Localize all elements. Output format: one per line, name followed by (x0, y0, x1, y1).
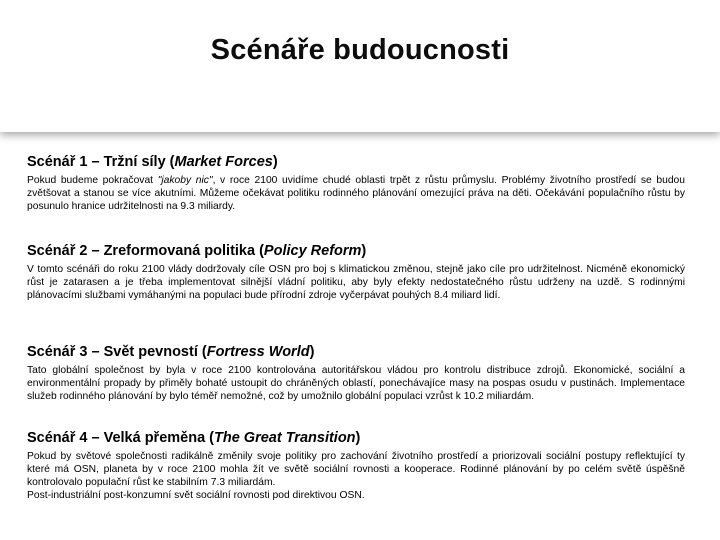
scenario-2 (27, 242, 685, 302)
scenario-3-text: Tato globální společnost by byla v roce 2100 kontrolována autoritářskou vládou pro kontrolu distribuce zdrojů. Ekonomické, sociální a environmentální propady by přiměly bohaté ustoupit do chráněných oblastí, ponechávajíce masy na pospas osudu v pustinách. Implementace služeb rodinného plánování by bylo téměř nemožné, což by umožnilo globální populaci vzrůst k 10.2 miliardám. (27, 365, 685, 402)
scenario-4-text: Pokud by světové společnosti radikálně změnily svoje politiky pro zachování životního prostředí a priorizovali sociální postupy reflektující ty které má OSN, planeta by v roce 2100 mohla žít ve světě sociální rovnosti a kooperace. Rodinné plánování by po celém světě úspěšně kontrolovalo populační růst ke stabilním 7.3 miliardám. (27, 451, 685, 488)
scenario-3-heading: Scénář 3 – Svět pevností (Fortress World) (27, 344, 315, 360)
scenario-4-text-extra: Post-industriální post-konzumní svět sociální rovnosti pod direktivou OSN. (27, 490, 365, 501)
page-title: Scénáře budoucnosti (210, 34, 510, 66)
scenario-4-heading: Scénář 4 – Velká přeměna (The Great Transition) (27, 430, 361, 446)
scenario-2-text: V tomto scénáři do roku 2100 vlády dodržovaly cíle OSN pro boj s klimatickou změnou, stejně jako cíle pro udržitelnost. Nicméně ekonomický růst je zatarasen a je třeba implementovat silnější vládní politiku, aby byly efekty nedostatečného růstu udrženy na uzdě. S rodinnými plánovacími službami vymáhanými na populaci bude přírodní zdroje vyčerpávat pouhých 8.4 miliard lidí. (27, 264, 685, 301)
scenario-4 (27, 429, 685, 502)
scenario-1-heading: Scénář 1 – Tržní síly (Market Forces) (27, 154, 278, 170)
scenario-2-heading: Scénář 2 – Zreformovaná politika (Policy Reform) (27, 243, 367, 259)
scenario-1 (27, 153, 685, 213)
scenario-1-text: Pokud budeme pokračovat "jakoby nic", v roce 2100 uvidíme chudé oblasti trpět z růstu průmyslu. Problémy životního prostředí se budou zvětšovat a stanou se více akutními. Můžeme očekávat politiku rodinného plánování omezující práva na děti. Očekávání populačního růstu by posunulo hranice udržitelnosti na 9.3 miliardy. (27, 175, 685, 212)
title-panel (0, 0, 720, 132)
scenario-3 (27, 343, 685, 403)
